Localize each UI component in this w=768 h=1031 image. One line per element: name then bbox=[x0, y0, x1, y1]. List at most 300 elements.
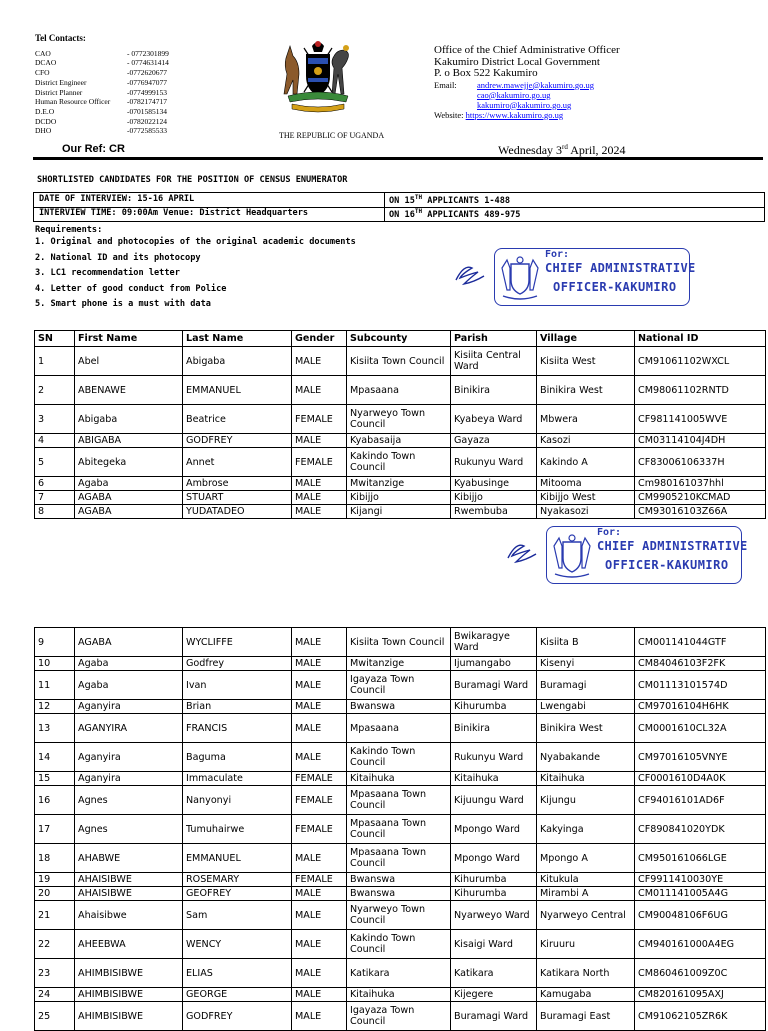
signature-icon bbox=[452, 258, 488, 288]
interview-day1 bbox=[389, 194, 510, 206]
cell-first-name: Agnes bbox=[75, 815, 183, 844]
our-ref: Our Ref: CR bbox=[62, 143, 125, 155]
cell-parish: Kihurumba bbox=[451, 873, 537, 887]
email-row bbox=[434, 80, 620, 110]
cell-last-name: ROSEMARY bbox=[183, 873, 292, 887]
website-link[interactable]: https://www.kakumiro.go.ug bbox=[465, 109, 564, 120]
cell-village: Mitooma bbox=[537, 477, 635, 491]
cell-first-name: Agnes bbox=[75, 786, 183, 815]
cell-national-id: CM97016104H6HK bbox=[635, 700, 766, 714]
cell-subcounty: Bwanswa bbox=[347, 873, 451, 887]
cell-last-name: FRANCIS bbox=[183, 714, 292, 743]
cell-gender: MALE bbox=[292, 347, 347, 376]
cell-subcounty: Kitaihuka bbox=[347, 772, 451, 786]
cell-first-name: AHIMBISIBWE bbox=[75, 1002, 183, 1031]
requirement-item: 1. Original and photocopies of the original academic documents bbox=[35, 237, 356, 247]
cell-sn: 17 bbox=[35, 815, 75, 844]
cell-village: Kijungu bbox=[537, 786, 635, 815]
cell-gender: MALE bbox=[292, 1002, 347, 1031]
cell-national-id: CF9911410030YE bbox=[635, 873, 766, 887]
cell-gender: MALE bbox=[292, 376, 347, 405]
interview-info-box bbox=[33, 192, 765, 222]
cell-national-id: CM97016105VNYE bbox=[635, 743, 766, 772]
cell-sn: 7 bbox=[35, 491, 75, 505]
cell-last-name: GEORGE bbox=[183, 988, 292, 1002]
cell-first-name: AGABA bbox=[75, 628, 183, 657]
contact-number: -0772585533 bbox=[127, 126, 167, 136]
cell-gender: FEMALE bbox=[292, 405, 347, 434]
cell-gender: MALE bbox=[292, 700, 347, 714]
cell-parish: Kihurumba bbox=[451, 887, 537, 901]
document-heading: SHORTLISTED CANDIDATES FOR THE POSITION OF CENSUS ENUMERATOR bbox=[37, 175, 348, 185]
cell-sn: 4 bbox=[35, 434, 75, 448]
cell-subcounty: Igayaza Town Council bbox=[347, 1002, 451, 1031]
cell-national-id: CM90048106F6UG bbox=[635, 901, 766, 930]
letter-date bbox=[498, 143, 626, 158]
cell-parish: Ijumangabo bbox=[451, 657, 537, 671]
cell-sn: 2 bbox=[35, 376, 75, 405]
cell-last-name: EMMANUEL bbox=[183, 844, 292, 873]
cell-gender: MALE bbox=[292, 505, 347, 519]
cell-village: Kisenyi bbox=[537, 657, 635, 671]
cell-sn: 24 bbox=[35, 988, 75, 1002]
contact-number: - 0772301899 bbox=[127, 48, 169, 58]
cell-subcounty: Mwitanzige bbox=[347, 657, 451, 671]
cell-village: Katikara North bbox=[537, 959, 635, 988]
cell-first-name: Aganyira bbox=[75, 700, 183, 714]
table-row bbox=[35, 743, 766, 772]
contact-row bbox=[35, 88, 225, 98]
stamp-line2: OFFICER-KAKUMIRO bbox=[553, 280, 677, 294]
cell-sn: 1 bbox=[35, 347, 75, 376]
cell-parish: Gayaza bbox=[451, 434, 537, 448]
cell-national-id: CM9905210KCMAD bbox=[635, 491, 766, 505]
stamp-for: For: bbox=[597, 527, 622, 538]
date-suffix: April, 2024 bbox=[567, 143, 626, 157]
contact-number: -0782174717 bbox=[127, 97, 167, 107]
cell-last-name: Beatrice bbox=[183, 405, 292, 434]
contact-row bbox=[35, 107, 225, 117]
cell-last-name: Nanyonyi bbox=[183, 786, 292, 815]
interview-box-vline bbox=[384, 193, 385, 221]
candidates-table-page1 bbox=[34, 330, 766, 519]
cell-village: Nyarweyo Central bbox=[537, 901, 635, 930]
stamp-crest-icon bbox=[499, 254, 541, 302]
cell-first-name: AHIMBISIBWE bbox=[75, 988, 183, 1002]
contact-role: CFO bbox=[35, 68, 50, 78]
table-row bbox=[35, 700, 766, 714]
cell-subcounty: Mpasaana bbox=[347, 714, 451, 743]
cell-village: Kitaihuka bbox=[537, 772, 635, 786]
contact-role: DCDO bbox=[35, 116, 57, 126]
cell-sn: 14 bbox=[35, 743, 75, 772]
cell-subcounty: Nyarweyo Town Council bbox=[347, 405, 451, 434]
cell-village: Binikira West bbox=[537, 714, 635, 743]
stamp-line1: CHIEF ADMINISTRATIVE bbox=[545, 261, 696, 275]
cell-first-name: AGANYIRA bbox=[75, 714, 183, 743]
cell-last-name: EMMANUEL bbox=[183, 376, 292, 405]
cell-subcounty: Nyarweyo Town Council bbox=[347, 901, 451, 930]
cell-sn: 10 bbox=[35, 657, 75, 671]
cell-last-name: WYCLIFFE bbox=[183, 628, 292, 657]
contact-row bbox=[35, 117, 225, 127]
cell-national-id: CM860461009Z0C bbox=[635, 959, 766, 988]
contacts-list bbox=[35, 49, 225, 136]
table-row bbox=[35, 477, 766, 491]
cell-gender: MALE bbox=[292, 657, 347, 671]
cell-gender: MALE bbox=[292, 959, 347, 988]
republic-caption: THE REPUBLIC OF UGANDA bbox=[279, 131, 385, 140]
contact-role: DHO bbox=[35, 126, 52, 136]
cell-gender: MALE bbox=[292, 901, 347, 930]
cell-gender: FEMALE bbox=[292, 448, 347, 477]
cell-subcounty: Kitaihuka bbox=[347, 988, 451, 1002]
cell-last-name: Tumuhairwe bbox=[183, 815, 292, 844]
cell-last-name: Annet bbox=[183, 448, 292, 477]
cell-subcounty: Kibijjo bbox=[347, 491, 451, 505]
contact-number: -0772620677 bbox=[127, 68, 167, 78]
table-row bbox=[35, 873, 766, 887]
cell-gender: MALE bbox=[292, 671, 347, 700]
cell-subcounty: Bwanswa bbox=[347, 887, 451, 901]
cell-village: Buramagi bbox=[537, 671, 635, 700]
requirements bbox=[35, 225, 356, 313]
cell-sn: 8 bbox=[35, 505, 75, 519]
cell-last-name: Immaculate bbox=[183, 772, 292, 786]
cell-village: Binikira West bbox=[537, 376, 635, 405]
website-label: Website: bbox=[434, 109, 464, 120]
cell-national-id: CM820161095AXJ bbox=[635, 988, 766, 1002]
cell-subcounty: Mpasaana bbox=[347, 376, 451, 405]
cell-first-name: Ahaisibwe bbox=[75, 901, 183, 930]
day1-prefix: ON 15 bbox=[389, 195, 415, 206]
cell-last-name: WENCY bbox=[183, 930, 292, 959]
cell-first-name: AGABA bbox=[75, 491, 183, 505]
email-link-2[interactable]: cao@kakumiro.go.ug bbox=[477, 89, 551, 100]
header-rule bbox=[33, 157, 763, 160]
email-label: Email: bbox=[434, 79, 457, 90]
cell-first-name: Aganyira bbox=[75, 743, 183, 772]
cell-last-name: YUDATADEO bbox=[183, 505, 292, 519]
contact-role: District Planner bbox=[35, 87, 83, 97]
table-row bbox=[35, 815, 766, 844]
cell-first-name: AGABA bbox=[75, 505, 183, 519]
cell-parish: Rukunyu Ward bbox=[451, 743, 537, 772]
cell-first-name: AHAISIBWE bbox=[75, 887, 183, 901]
cell-sn: 25 bbox=[35, 1002, 75, 1031]
cell-sn: 15 bbox=[35, 772, 75, 786]
interview-date: DATE OF INTERVIEW: 15-16 APRIL bbox=[39, 194, 195, 204]
cell-gender: MALE bbox=[292, 477, 347, 491]
cell-village: Kitukula bbox=[537, 873, 635, 887]
cell-national-id: CM940161000A4EG bbox=[635, 930, 766, 959]
cell-village: Kakindo A bbox=[537, 448, 635, 477]
cell-parish: Nyarweyo Ward bbox=[451, 901, 537, 930]
cell-national-id: CM91061102WXCL bbox=[635, 347, 766, 376]
cell-national-id: CM91062105ZR6K bbox=[635, 1002, 766, 1031]
requirement-item: 3. LC1 recommendation letter bbox=[35, 268, 180, 278]
cell-gender: FEMALE bbox=[292, 772, 347, 786]
header-parish: Parish bbox=[451, 331, 537, 347]
table-row bbox=[35, 887, 766, 901]
table-row bbox=[35, 988, 766, 1002]
cell-sn: 9 bbox=[35, 628, 75, 657]
cell-subcounty: Kyabasaija bbox=[347, 434, 451, 448]
official-stamp bbox=[546, 526, 748, 584]
cell-national-id: CM93016103Z66A bbox=[635, 505, 766, 519]
cell-last-name: Brian bbox=[183, 700, 292, 714]
day1-sup: TH bbox=[414, 194, 423, 201]
cell-first-name: ABENAWE bbox=[75, 376, 183, 405]
tel-contacts bbox=[35, 34, 225, 136]
cell-first-name: AHEEBWA bbox=[75, 930, 183, 959]
cell-first-name: Agaba bbox=[75, 671, 183, 700]
cell-village: Kamugaba bbox=[537, 988, 635, 1002]
cell-parish: Binikira bbox=[451, 376, 537, 405]
header-national-id: National ID bbox=[635, 331, 766, 347]
cell-parish: Kijegere bbox=[451, 988, 537, 1002]
contact-number: - 0774631414 bbox=[127, 58, 169, 68]
cell-gender: FEMALE bbox=[292, 786, 347, 815]
cell-parish: Rwembuba bbox=[451, 505, 537, 519]
cell-national-id: CM001141044GTF bbox=[635, 628, 766, 657]
cell-village: Kiruuru bbox=[537, 930, 635, 959]
cell-parish: Kibijjo bbox=[451, 491, 537, 505]
contacts-title: Tel Contacts: bbox=[35, 33, 86, 43]
cell-village: Kakyinga bbox=[537, 815, 635, 844]
cell-national-id: CM950161066LGE bbox=[635, 844, 766, 873]
table-row bbox=[35, 772, 766, 786]
stamp-line2: OFFICER-KAKUMIRO bbox=[605, 558, 729, 572]
cell-gender: MALE bbox=[292, 844, 347, 873]
cell-last-name: Sam bbox=[183, 901, 292, 930]
date-prefix: Wednesday 3 bbox=[498, 143, 563, 157]
cell-village: Kibijjo West bbox=[537, 491, 635, 505]
cell-sn: 23 bbox=[35, 959, 75, 988]
cell-gender: MALE bbox=[292, 628, 347, 657]
cell-last-name: Baguma bbox=[183, 743, 292, 772]
cell-village: Nyakasozi bbox=[537, 505, 635, 519]
header-subcounty: Subcounty bbox=[347, 331, 451, 347]
cell-sn: 3 bbox=[35, 405, 75, 434]
cell-sn: 12 bbox=[35, 700, 75, 714]
interview-day2 bbox=[389, 208, 520, 220]
stamp-line1: CHIEF ADMINISTRATIVE bbox=[597, 539, 748, 553]
cell-parish: Buramagi Ward bbox=[451, 671, 537, 700]
office-address bbox=[434, 45, 620, 120]
cell-first-name: Abitegeka bbox=[75, 448, 183, 477]
stamp-for: For: bbox=[545, 249, 570, 260]
cell-gender: MALE bbox=[292, 988, 347, 1002]
official-stamp bbox=[494, 248, 696, 306]
cell-sn: 6 bbox=[35, 477, 75, 491]
cell-village: Mpongo A bbox=[537, 844, 635, 873]
cell-parish: Kijuungu Ward bbox=[451, 786, 537, 815]
cell-gender: MALE bbox=[292, 743, 347, 772]
cell-national-id: CM84046103F2FK bbox=[635, 657, 766, 671]
cell-sn: 19 bbox=[35, 873, 75, 887]
requirement-item: 4. Letter of good conduct from Police bbox=[35, 283, 227, 294]
table-row bbox=[35, 405, 766, 434]
cell-village: Kisiita B bbox=[537, 628, 635, 657]
cell-national-id: CF981141005WVE bbox=[635, 405, 766, 434]
contact-role: CAO bbox=[35, 48, 51, 58]
cell-subcounty: Katikara bbox=[347, 959, 451, 988]
coat-of-arms-icon bbox=[278, 36, 358, 114]
cell-subcounty: Kakindo Town Council bbox=[347, 448, 451, 477]
cell-national-id: CM0001610CL32A bbox=[635, 714, 766, 743]
contact-role: D.E.O bbox=[35, 106, 55, 116]
cell-subcounty: Igayaza Town Council bbox=[347, 671, 451, 700]
requirement-item: 5. Smart phone is a must with data bbox=[35, 299, 211, 309]
cell-first-name: AHABWE bbox=[75, 844, 183, 873]
header-sn: SN bbox=[35, 331, 75, 347]
cell-sn: 22 bbox=[35, 930, 75, 959]
cell-village: Lwengabi bbox=[537, 700, 635, 714]
cell-national-id: CM01113101574D bbox=[635, 671, 766, 700]
cell-national-id: CM98061102RNTD bbox=[635, 376, 766, 405]
cell-first-name: AHIMBISIBWE bbox=[75, 959, 183, 988]
cell-national-id: CF94016101AD6F bbox=[635, 786, 766, 815]
cell-first-name: Abel bbox=[75, 347, 183, 376]
cell-parish: Mpongo Ward bbox=[451, 815, 537, 844]
cell-last-name: Ambrose bbox=[183, 477, 292, 491]
table-row bbox=[35, 347, 766, 376]
requirements-title: Requirements: bbox=[35, 225, 103, 235]
cell-sn: 5 bbox=[35, 448, 75, 477]
cell-last-name: GEOFREY bbox=[183, 887, 292, 901]
table-row bbox=[35, 671, 766, 700]
cell-sn: 13 bbox=[35, 714, 75, 743]
cell-subcounty: Kakindo Town Council bbox=[347, 743, 451, 772]
cell-first-name: Abigaba bbox=[75, 405, 183, 434]
table-row bbox=[35, 714, 766, 743]
cell-national-id: Cm980161037hhl bbox=[635, 477, 766, 491]
interview-time: INTERVIEW TIME: 09:00Am Venue: District Headquarters bbox=[39, 208, 309, 218]
office-box: P. o Box 522 Kakumiro bbox=[434, 67, 538, 79]
cell-national-id: CF890841020YDK bbox=[635, 815, 766, 844]
cell-parish: Kyabusinge bbox=[451, 477, 537, 491]
cell-village: Mbwera bbox=[537, 405, 635, 434]
table-row bbox=[35, 1002, 766, 1031]
cell-parish: Buramagi Ward bbox=[451, 1002, 537, 1031]
cell-parish: Kitaihuka bbox=[451, 772, 537, 786]
contact-role: District Engineer bbox=[35, 77, 87, 87]
cell-parish: Kisiita Central Ward bbox=[451, 347, 537, 376]
day2-prefix: ON 16 bbox=[389, 209, 415, 220]
cell-sn: 21 bbox=[35, 901, 75, 930]
email-link-1[interactable]: andrew.mawejje@kakumiro.go.ug bbox=[477, 79, 595, 90]
cell-parish: Mpongo Ward bbox=[451, 844, 537, 873]
cell-village: Mirambi A bbox=[537, 887, 635, 901]
signature-icon bbox=[504, 536, 540, 566]
date-sup: rd bbox=[562, 143, 568, 151]
cell-gender: MALE bbox=[292, 434, 347, 448]
cell-subcounty: Kisiita Town Council bbox=[347, 628, 451, 657]
cell-last-name: Ivan bbox=[183, 671, 292, 700]
table-header-row bbox=[35, 331, 766, 347]
contact-role: Human Resource Officer bbox=[35, 97, 111, 107]
contact-row bbox=[35, 58, 225, 68]
cell-subcounty: Mpasaana Town Council bbox=[347, 815, 451, 844]
table-row bbox=[35, 959, 766, 988]
cell-subcounty: Kijangi bbox=[347, 505, 451, 519]
cell-parish: Rukunyu Ward bbox=[451, 448, 537, 477]
cell-village: Nyabakande bbox=[537, 743, 635, 772]
cell-last-name: Abigaba bbox=[183, 347, 292, 376]
contact-row bbox=[35, 126, 225, 136]
cell-parish: Kihurumba bbox=[451, 700, 537, 714]
cell-gender: MALE bbox=[292, 714, 347, 743]
cell-national-id: CF83006106337H bbox=[635, 448, 766, 477]
table-row bbox=[35, 434, 766, 448]
cell-last-name: ELIAS bbox=[183, 959, 292, 988]
cell-first-name: ABIGABA bbox=[75, 434, 183, 448]
table-row bbox=[35, 491, 766, 505]
contact-number: -0782022124 bbox=[127, 116, 167, 126]
office-district: Kakumiro District Local Government bbox=[434, 55, 600, 68]
cell-village: Kasozi bbox=[537, 434, 635, 448]
header-gender: Gender bbox=[292, 331, 347, 347]
table-row bbox=[35, 448, 766, 477]
contact-number: -0776947077 bbox=[127, 77, 167, 87]
cell-parish: Katikara bbox=[451, 959, 537, 988]
contact-number: -0774999153 bbox=[127, 87, 167, 97]
cell-national-id: CM03114104J4DH bbox=[635, 434, 766, 448]
contact-row bbox=[35, 78, 225, 88]
table-row bbox=[35, 786, 766, 815]
contact-row bbox=[35, 68, 225, 78]
contact-row bbox=[35, 97, 225, 107]
contact-row bbox=[35, 49, 225, 59]
cell-last-name: STUART bbox=[183, 491, 292, 505]
cell-parish: Kyabeya Ward bbox=[451, 405, 537, 434]
table-row bbox=[35, 901, 766, 930]
cell-gender: MALE bbox=[292, 887, 347, 901]
cell-last-name: Godfrey bbox=[183, 657, 292, 671]
header-first-name: First Name bbox=[75, 331, 183, 347]
table-row bbox=[35, 505, 766, 519]
cell-last-name: GODFREY bbox=[183, 434, 292, 448]
cell-sn: 18 bbox=[35, 844, 75, 873]
contact-number: -0701585134 bbox=[127, 106, 167, 116]
cell-subcounty: Mpasaana Town Council bbox=[347, 786, 451, 815]
cell-subcounty: Bwanswa bbox=[347, 700, 451, 714]
candidates-table-page2 bbox=[34, 627, 766, 1031]
cell-village: Buramagi East bbox=[537, 1002, 635, 1031]
email-link-3[interactable]: kakumiro@kakumiro.go.ug bbox=[477, 99, 572, 110]
cell-first-name: AHAISIBWE bbox=[75, 873, 183, 887]
cell-sn: 11 bbox=[35, 671, 75, 700]
requirement-item: 2. National ID and its photocopy bbox=[35, 252, 201, 263]
day2-suffix: APPLICANTS 489-975 bbox=[422, 209, 521, 220]
website-row bbox=[434, 110, 620, 120]
cell-parish: Bwikaragye Ward bbox=[451, 628, 537, 657]
cell-subcounty: Kisiita Town Council bbox=[347, 347, 451, 376]
header-last-name: Last Name bbox=[183, 331, 292, 347]
cell-village: Kisiita West bbox=[537, 347, 635, 376]
cell-first-name: Aganyira bbox=[75, 772, 183, 786]
table-row bbox=[35, 844, 766, 873]
table-row bbox=[35, 376, 766, 405]
header-village: Village bbox=[537, 331, 635, 347]
cell-parish: Binikira bbox=[451, 714, 537, 743]
cell-gender: MALE bbox=[292, 491, 347, 505]
cell-subcounty: Mpasaana Town Council bbox=[347, 844, 451, 873]
cell-parish: Kisaigi Ward bbox=[451, 930, 537, 959]
office-title: Office of the Chief Administrative Officer bbox=[434, 44, 620, 56]
cell-national-id: CM011141005A4G bbox=[635, 887, 766, 901]
